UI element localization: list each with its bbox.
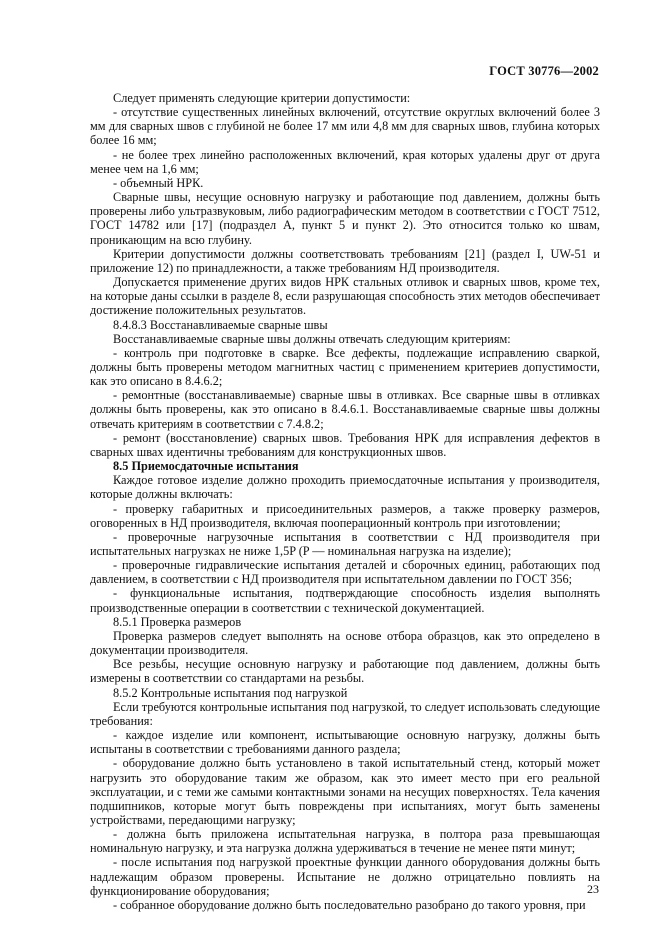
paragraph: Если требуются контрольные испытания под нагрузкой, то следует использовать следующие требования:	[90, 699, 600, 728]
list-item: - ремонт (восстановление) сварных швов. Требования НРК для исправления дефектов в сварных швах идентичны требованиям для конструкционных швов.	[90, 430, 600, 459]
document-body	[90, 91, 600, 912]
list-item: - функциональные испытания, подтверждающие способность изделия выполнять производственные операции в соответствии с технической документацией.	[90, 586, 600, 615]
paragraph: Проверка размеров следует выполнять на основе отбора образцов, как это определено в документации производителя.	[90, 628, 600, 658]
list-item: - ремонтные (восстанавливаемые) сварные швы в отливках. Все сварные швы в отливках должны быть проверены, как это описано в 8.4.6.1. Восстанавливаемые сварные швы должны отвечать критериям в соответствии с 7.4.8.2;	[90, 388, 600, 431]
list-item: - проверку габаритных и присоединительных размеров, а также проверку размеров, оговоренных в НД производителя, включая пооперационный контроль при изготовлении;	[90, 501, 600, 530]
subsection-heading: 8.5.1 Проверка размеров	[113, 614, 242, 629]
list-item: - объемный НРК.	[113, 175, 204, 190]
paragraph: Каждое готовое изделие должно проходить приемосдаточные испытания у производителя, которые должны включать:	[90, 473, 600, 502]
list-item: - собранное оборудование должно быть последовательно разобрано до такого уровня, при	[113, 897, 586, 912]
paragraph: Все резьбы, несущие основную нагрузку и работающие под давлением, должны быть измерены в соответствии со стандартами на резьбы.	[90, 657, 600, 686]
list-item: - должна быть приложена испытательная нагрузка, в полтора раза превышающая номинальную нагрузку, и эта нагрузка должна удерживаться в течение не менее пяти минут;	[90, 827, 600, 856]
paragraph: Допускается применение других видов НРК стальных отливок и сварных швов, кроме тех, на которые даны ссылки в разделе 8, если разрушающая способность этих методов обеспечивает достижение положительных результатов.	[90, 275, 600, 318]
list-item: - оборудование должно быть установлено в такой испытательный стенд, который может нагрузить это оборудование таким же образом, как это имеет место при его реальной эксплуатации, и с теми же самыми контактными зонами на несущих поверхностях. Тела качения подшипников, которые могут быть повреждены при испытаниях, могут быть заменены устройствами, передающими нагрузку;	[90, 756, 600, 827]
list-item: - отсутствие существенных линейных включений, отсутствие округлых включений более 3 мм для сварных швов с глубиной не более 17 мм или 4,8 мм для сварных швов, глубина которых более 16 мм;	[90, 105, 600, 148]
paragraph: Следует применять следующие критерии допустимости:	[113, 91, 411, 105]
list-item: - проверочные нагрузочные испытания в соответствии с НД производителя при испытательных нагрузках не ниже 1,5P (P — номинальная нагрузка на изделие);	[90, 529, 600, 558]
list-item: - каждое изделие или компонент, испытывающие основную нагрузку, должны быть испытаны в соответствии с требованиями данного раздела;	[90, 728, 600, 757]
list-item: - проверочные гидравлические испытания деталей и сборочных единиц, работающих под давлением, в соответствии с НД производителя при испытательном давлении по ГОСТ 356;	[90, 558, 600, 587]
list-item: - контроль при подготовке в сварке. Все дефекты, подлежащие исправлению сваркой, должны быть проверены методом магнитных частиц с применением критериев допустимости, как это описано в 8.4.6.2;	[90, 345, 600, 389]
page-number: 23	[587, 882, 599, 896]
section-heading: 8.5 Приемосдаточные испытания	[113, 459, 299, 474]
paragraph: Восстанавливаемые сварные швы должны отвечать следующим критериям:	[113, 331, 511, 346]
list-item: - не более трех линейно расположенных включений, края которых удалены друг от друга менее чем на 1,6 мм;	[90, 147, 600, 176]
document-code: ГОСТ 30776—2002	[489, 64, 599, 78]
subsection-heading: 8.4.8.3 Восстанавливаемые сварные швы	[113, 317, 328, 332]
paragraph: Сварные швы, несущие основную нагрузку и работающие под давлением, должны быть проверены либо ультразвуковым, либо радиографическим методом в соответствии с ГОСТ 7512, ГОСТ 14782 или [17] (подраздел А, пункт 5 и пункт 2). Это относится только ко швам, проникающим на всю глубину.	[90, 190, 600, 247]
paragraph: Критерии допустимости должны соответствовать требованиям [21] (раздел I, UW-51 и приложение 12) по принадлежности, а также требованиям НД производителя.	[90, 246, 600, 275]
list-item: - после испытания под нагрузкой проектные функции данного оборудования должны быть надлежащим образом проверены. Испытание не должно отрицательно повлиять на функционирование оборудования;	[90, 855, 600, 898]
subsection-heading: 8.5.2 Контрольные испытания под нагрузкой	[113, 685, 348, 700]
